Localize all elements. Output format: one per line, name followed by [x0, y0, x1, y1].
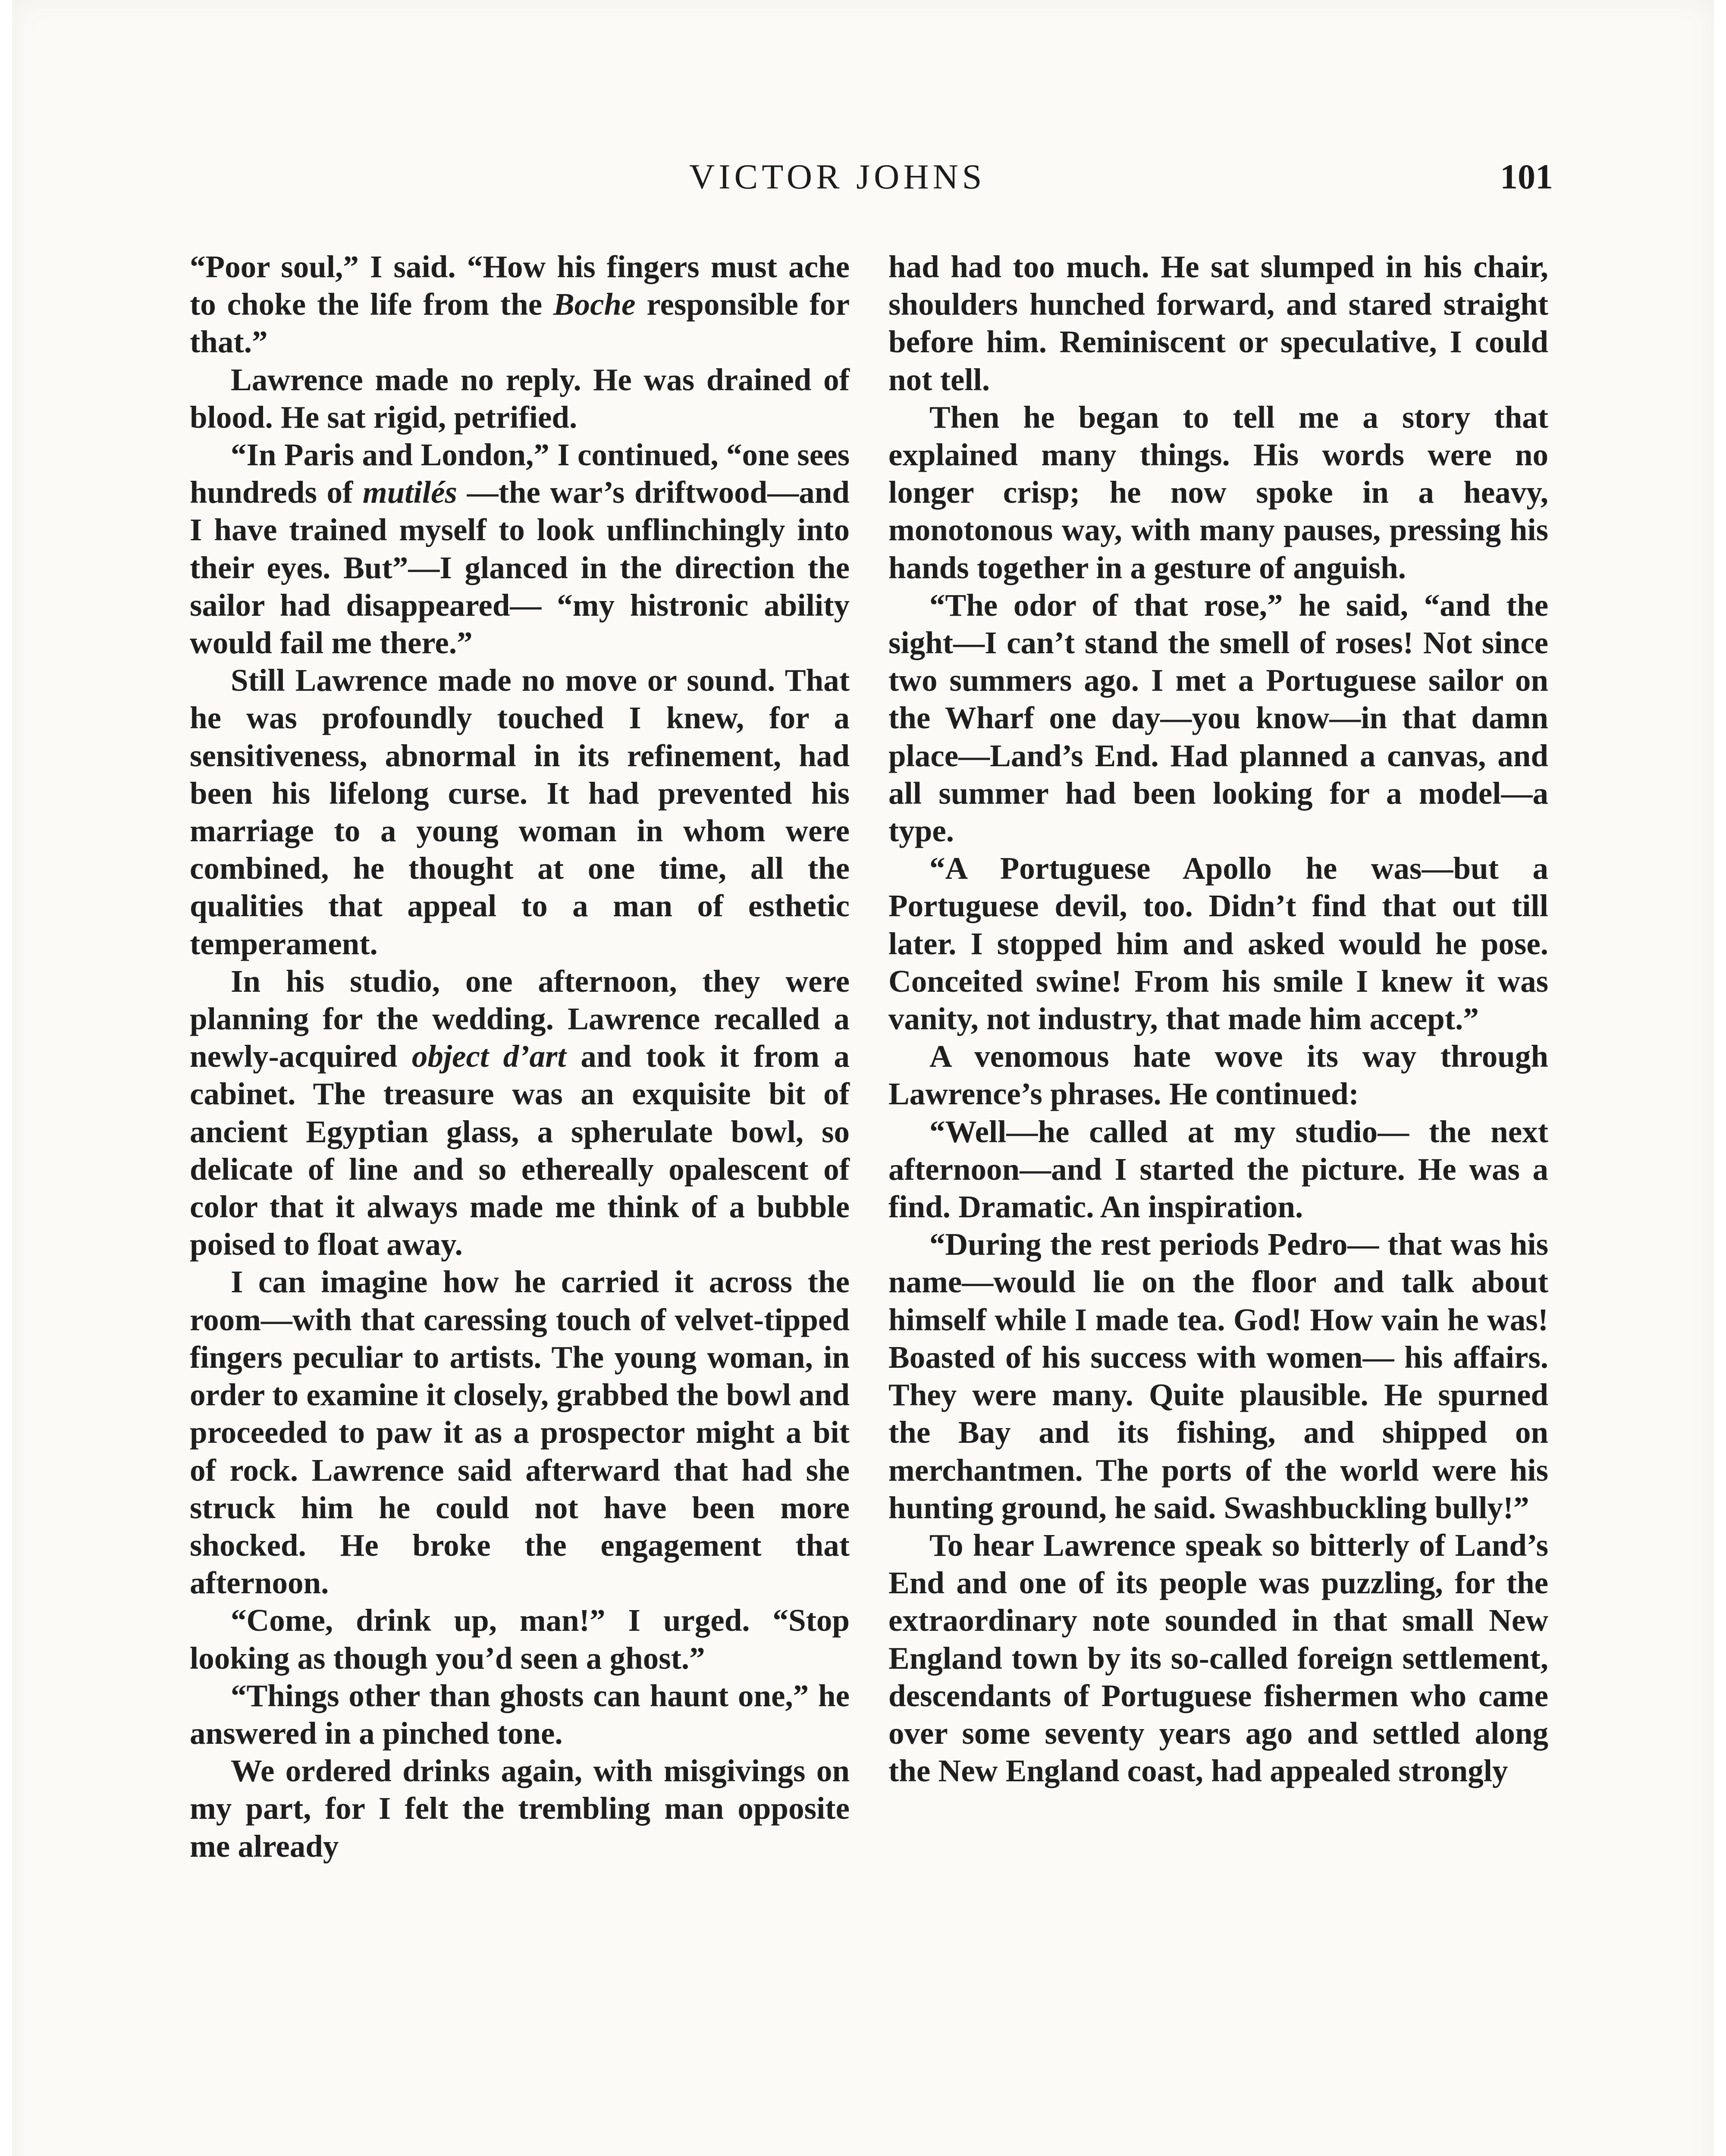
paragraph-text: and took it from a cabinet. The treasure was an exquisite bit of ancient Egyptian glass, a spherulate bowl, so delicate of line and so ethereally opalescent of color that it always made me think of a bubble poised to float away.: [190, 1039, 850, 1262]
paragraph: “Things other than ghosts can haunt one,” he answered in a pinched tone.: [190, 1678, 850, 1751]
page-sheet: [12, 0, 1714, 2156]
paragraph-text: responsible for that.”: [190, 287, 850, 360]
italic-phrase: object d’art: [411, 1039, 566, 1074]
running-head: [12, 153, 1714, 201]
right-column: [888, 248, 1548, 1789]
paragraph: “The odor of that rose,” he said, “and the sight—I can’t stand the smell of roses! Not since two summers ago. I met a Portuguese sailor on the Wharf one day—you know—in that damn place—Land’s End. Had planned a canvas, and all summer had been looking for a model—a type.: [888, 587, 1548, 849]
paragraph: “During the rest periods Pedro— that was his name—would lie on the floor and talk about himself while I made tea. God! How vain he was! Boasted of his success with women— his affairs. They were many. Quite plausible. He spurned the Bay and its fishing, and shipped on merchantmen. The ports of the world were his hunting ground, he said. Swashbuckling bully!”: [888, 1227, 1548, 1525]
paragraph-text: “In Paris and London,” I continued, “one sees hundreds of: [190, 437, 850, 510]
paragraph: [190, 248, 850, 361]
paragraph: I can imagine how he carried it across the room—with that caressing touch of velvet-tipped fingers peculiar to artists. The young woman, in order to examine it closely, grabbed the bowl and proceeded to paw it as a prospector might a bit of rock. Lawrence said afterward that had she struck him he could not have been more shocked. He broke the engagement that afternoon.: [190, 1264, 850, 1601]
paragraph: To hear Lawrence speak so bitterly of Land’s End and one of its people was puzzling, for the extraordinary note sounded in that small New England town by its so-called foreign settlement, descendants of Portuguese fishermen who came over some seventy years ago and settled along the New England coast, had appealed strongly: [888, 1527, 1548, 1789]
paragraph-text: “Poor soul,” I said. “How his fingers must ache to choke the life from the: [190, 249, 850, 322]
paragraph: “Come, drink up, man!” I urged. “Stop looking as though you’d seen a ghost.”: [190, 1603, 850, 1676]
italic-phrase: mutilés: [362, 475, 457, 510]
paragraph: Then he began to tell me a story that explained many things. His words were no longer crisp; he now spoke in a heavy, monotonous way, with many pauses, pressing his hands together in a gesture of anguish.: [888, 399, 1548, 585]
paragraph: Lawrence made no reply. He was drained of blood. He sat rigid, petrified.: [190, 362, 850, 435]
paragraph-text: In his studio, one afternoon, they were planning for the wedding. Lawrence recalled a newly-acquired: [190, 963, 850, 1074]
paragraph: [190, 436, 850, 661]
italic-phrase: Boche: [553, 287, 636, 322]
left-column: [190, 248, 850, 1865]
paragraph: A venomous hate wove its way through Lawrence’s phrases. He continued:: [888, 1039, 1548, 1112]
paragraph-text: —the war’s driftwood—and I have trained myself to look unflinchingly into their eyes. But”—I glanced in the direction the sailor had disappeared— “my histronic ability would fail me there.”: [190, 475, 850, 661]
paragraph: “Well—he called at my studio— the next afternoon—and I started the picture. He was a find. Dramatic. An inspiration.: [888, 1114, 1548, 1225]
paragraph: We ordered drinks again, with misgivings on my part, for I felt the trembling man opposite me already: [190, 1753, 850, 1864]
page-number: 101: [1500, 157, 1553, 196]
paragraph: Still Lawrence made no move or sound. That he was profoundly touched I knew, for a sensitiveness, abnormal in its refinement, had been his lifelong curse. It had prevented his marriage to a young woman in whom were combined, he thought at one time, all the qualities that appeal to a man of esthetic temperament.: [190, 663, 850, 961]
paragraph: “A Portuguese Apollo he was—but a Portuguese devil, too. Didn’t find that out till later. I stopped him and asked would he pose. Conceited swine! From his smile I knew it was vanity, not industry, that made him accept.”: [888, 851, 1548, 1037]
paragraph: [190, 962, 850, 1263]
paragraph: had had too much. He sat slumped in his chair, shoulders hunched forward, and stared straight before him. Reminiscent or speculative, I could not tell.: [888, 249, 1548, 397]
running-title: VICTOR JOHNS: [689, 157, 986, 196]
